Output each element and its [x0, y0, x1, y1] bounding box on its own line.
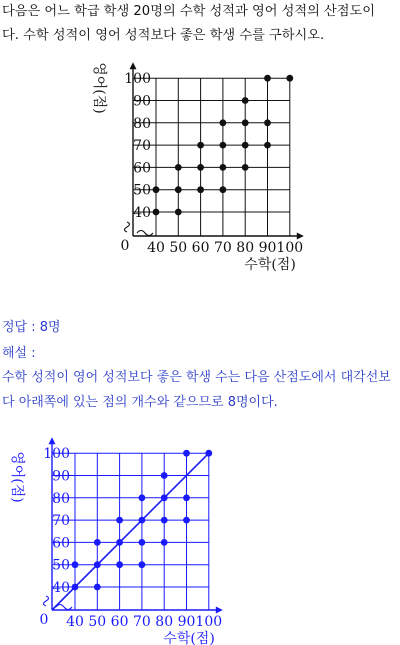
x-tick-label: 60 — [191, 240, 210, 256]
data-point — [116, 561, 123, 568]
data-point — [175, 164, 182, 171]
y-tick-label: 80 — [52, 490, 70, 507]
x-tick-label: 40 — [147, 240, 165, 256]
origin-label: 0 — [120, 238, 130, 254]
y-tick-label: 50 — [133, 182, 151, 199]
data-point — [242, 97, 249, 104]
data-point — [72, 584, 79, 591]
data-point — [139, 561, 146, 568]
data-point — [220, 186, 227, 193]
y-axis-break-mark — [125, 222, 130, 232]
x-axis-title: 수학(점) — [163, 631, 215, 645]
x-tick-label: 70 — [213, 240, 232, 256]
data-point — [161, 472, 168, 479]
data-point — [94, 561, 101, 568]
y-axis-arrow — [49, 437, 56, 444]
data-point — [161, 494, 168, 501]
data-point — [264, 119, 271, 126]
data-point — [242, 119, 249, 126]
data-point — [220, 142, 227, 149]
data-point — [197, 186, 204, 193]
x-axis-arrow — [297, 233, 304, 240]
y-axis-arrow — [130, 62, 137, 69]
x-tick-label: 60 — [110, 614, 129, 630]
data-point — [183, 517, 190, 524]
x-tick-label: 100 — [195, 614, 223, 630]
y-tick-label: 60 — [133, 160, 151, 177]
question-line-1: 다음은 어느 학급 학생 20명의 수학 성적과 영어 성적의 산점도이 — [2, 4, 375, 19]
x-axis-break-mark — [137, 231, 153, 236]
x-tick-label: 90 — [258, 240, 277, 256]
data-point — [197, 164, 204, 171]
y-tick-label: 70 — [52, 513, 70, 530]
question-text — [2, 0, 398, 48]
data-point — [220, 119, 227, 126]
data-point — [94, 539, 101, 546]
x-tick-label: 70 — [132, 614, 151, 630]
x-tick-label: 50 — [169, 240, 188, 256]
data-point — [205, 450, 212, 457]
scatter-plot-answer — [0, 415, 400, 645]
data-point — [264, 75, 271, 82]
y-axis-title: 영어(점) — [9, 451, 25, 503]
data-point — [116, 539, 123, 546]
data-point — [242, 142, 249, 149]
y-tick-label: 80 — [133, 115, 151, 132]
data-point — [139, 517, 146, 524]
explanation-line-1: 수학 성적이 영어 성적보다 좋은 학생 수는 다음 산점도에서 대각선보 — [2, 370, 391, 385]
y-tick-label: 100 — [43, 446, 70, 463]
y-tick-label: 40 — [133, 205, 151, 221]
x-axis-arrow — [216, 607, 223, 614]
data-point — [197, 142, 204, 149]
data-point — [153, 209, 160, 216]
x-tick-label: 50 — [88, 614, 107, 630]
data-point — [139, 494, 146, 501]
y-tick-label: 90 — [133, 93, 151, 110]
data-point — [286, 75, 293, 82]
y-tick-label: 70 — [133, 138, 151, 155]
origin-label: 0 — [39, 612, 49, 628]
data-point — [264, 142, 271, 149]
x-axis-title: 수학(점) — [244, 257, 296, 273]
x-axis-break-mark — [56, 605, 72, 610]
data-point — [153, 186, 160, 193]
data-point — [139, 539, 146, 546]
data-point — [183, 450, 190, 457]
x-tick-label: 80 — [236, 240, 255, 256]
data-point — [116, 517, 123, 524]
y-tick-label: 90 — [52, 468, 70, 485]
data-point — [220, 164, 227, 171]
y-axis-break-mark — [44, 596, 49, 606]
x-tick-label: 40 — [66, 614, 84, 630]
y-tick-label: 50 — [52, 557, 70, 574]
data-point — [175, 209, 182, 216]
explanation-line-2: 다 아래쪽에 있는 점의 개수와 같으므로 8명이다. — [2, 395, 278, 410]
y-tick-label: 100 — [124, 71, 151, 88]
x-tick-label: 90 — [177, 614, 196, 630]
data-point — [72, 561, 79, 568]
y-tick-label: 60 — [52, 535, 70, 552]
data-point — [242, 164, 249, 171]
x-tick-label: 80 — [155, 614, 174, 630]
explanation-label: 해설 : — [2, 346, 36, 361]
y-axis-title: 영어(점) — [91, 62, 107, 114]
x-tick-label: 100 — [276, 240, 304, 256]
scatter-plot-question — [0, 52, 400, 282]
data-point — [175, 186, 182, 193]
y-tick-label: 40 — [52, 580, 70, 596]
question-line-2: 다. 수학 성적이 영어 성적보다 좋은 학생 수를 구하시오. — [2, 28, 325, 43]
data-point — [161, 539, 168, 546]
data-point — [94, 584, 101, 591]
data-point — [161, 517, 168, 524]
answer-label: 정답 : 8명 — [2, 320, 61, 335]
data-point — [183, 494, 190, 501]
